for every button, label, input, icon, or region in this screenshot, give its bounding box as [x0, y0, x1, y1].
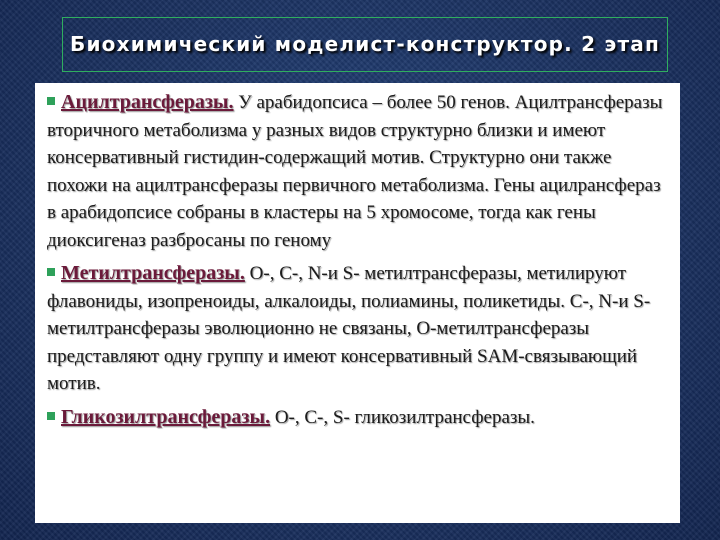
bullet-text: О-, С-, N-и S- метилтрансферазы, метилируют флавониды, изопреноиды, алкалоиды, полиамины, поликетиды. С-, N-и S- метилтрансферазы эволюционно не связаны, О-метилтрансферазы представляют одну группу и имеют консервативный SAM-связывающий мотив.	[47, 263, 651, 394]
bullet-acyltransferases	[47, 89, 668, 254]
bullet-text: О-, С-, S- гликозилтрансферазы.	[270, 406, 535, 428]
bullet-term: Ацилтрансферазы.	[61, 91, 234, 113]
slide-content	[35, 83, 680, 523]
bullet-methyltransferases	[47, 260, 668, 398]
slide-title: Биохимический моделист-конструктор. 2 этап	[70, 32, 660, 56]
bullet-term: Гликозилтрансферазы.	[61, 405, 271, 428]
slide-title-frame	[62, 17, 668, 72]
bullet-square-icon	[47, 97, 55, 105]
bullet-text: У арабидопсиса – более 50 генов. Ацилтрансферазы вторичного метаболизма у разных видов структурно близки и имеют консервативный гистидин-содержащий мотив. Структурно они также похожи на ацилтрансферазы первичного метаболизма. Гены ацилрансфераз в арабидопсисе собраны в кластеры на 5 хромосоме, тогда как гены диоксигеназ разбросаны по геному	[47, 92, 663, 251]
bullet-square-icon	[47, 412, 55, 420]
bullet-square-icon	[47, 268, 55, 276]
bullet-glycosyltransferases	[47, 404, 668, 432]
bullet-term: Метилтрансферазы.	[61, 262, 245, 284]
